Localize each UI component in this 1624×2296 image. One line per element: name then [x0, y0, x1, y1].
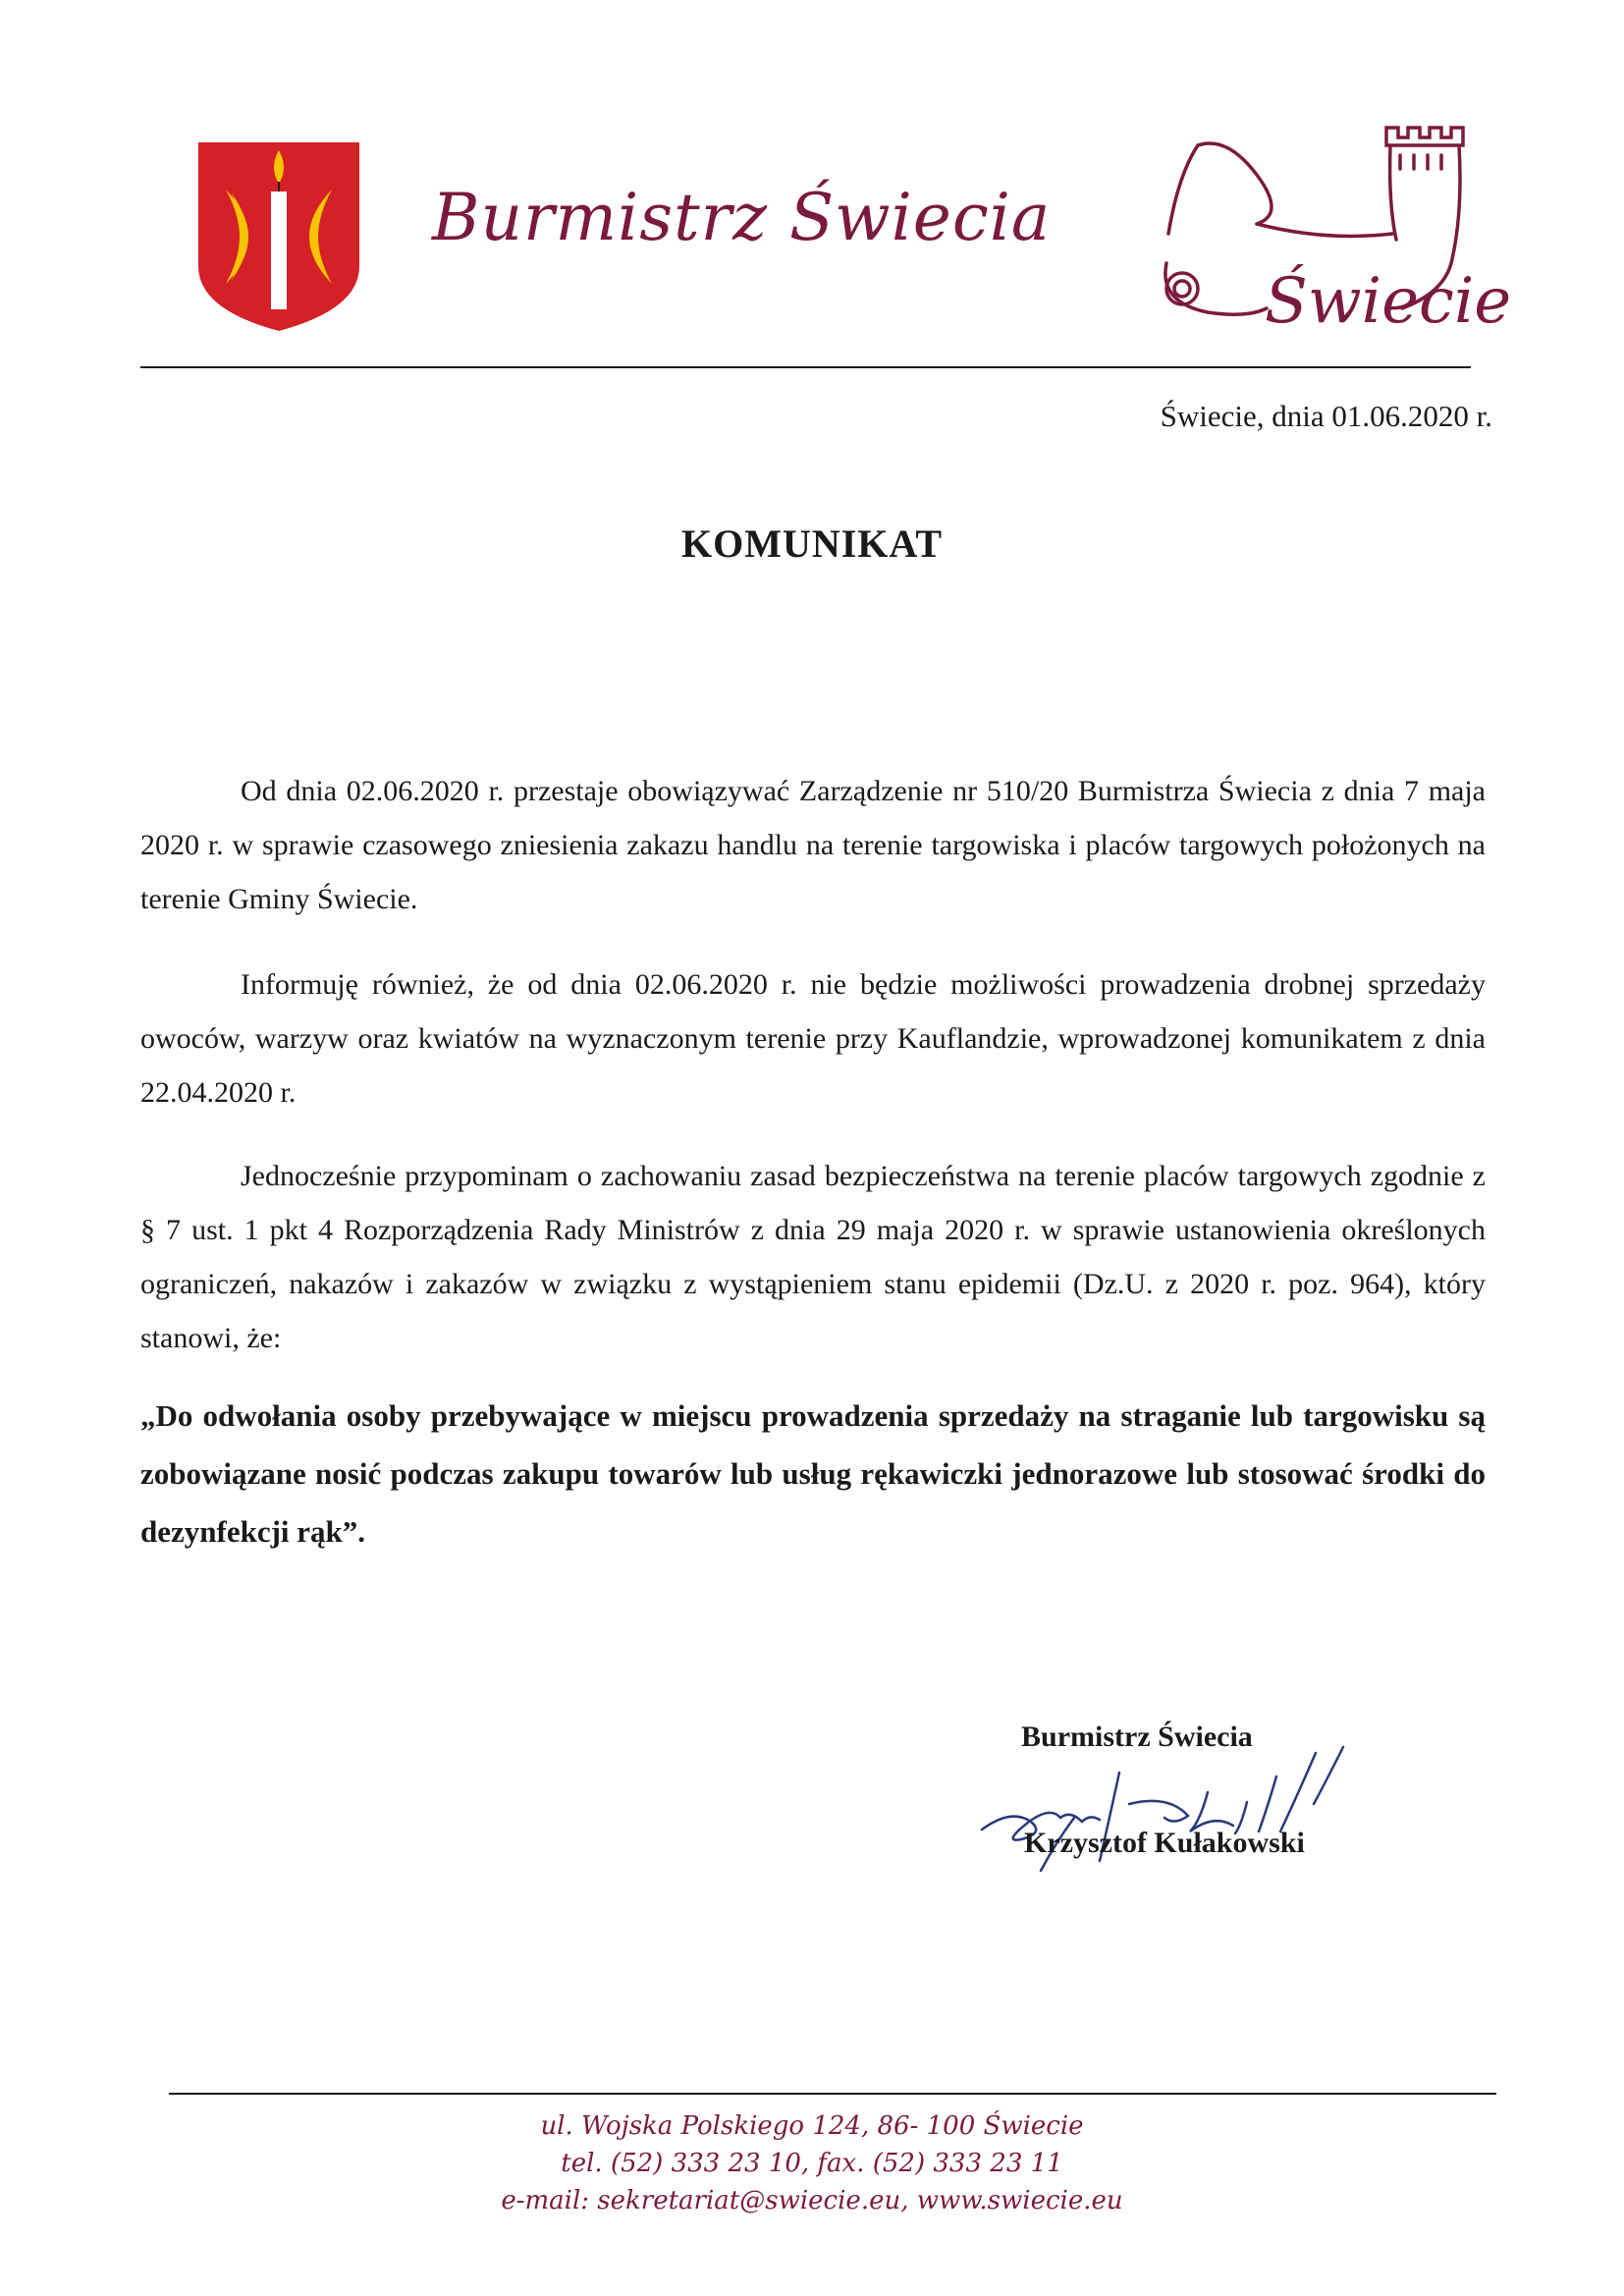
- date-line: Świecie, dnia 01.06.2020 r.: [1160, 399, 1492, 433]
- document-title: KOMUNIKAT: [680, 521, 944, 566]
- city-logo-text: Świecie: [1265, 265, 1512, 338]
- footer-phone: tel. (52) 333 23 10, fax. (52) 333 23 11: [561, 2149, 1063, 2178]
- signature-name: Krzysztof Kułakowski: [1024, 1827, 1305, 1859]
- header-divider: [140, 366, 1471, 368]
- body-paragraph-3: Jednocześnie przypominam o zachowaniu zasad bezpieczeństwa na terenie placów targowych zgodnie z § 7 ust. 1 pkt 4 Rozporządzenia Rady Ministrów z dnia 29 maja 2020 r. w sprawie ustanowienia określonych ograniczeń, nakazów i zakazów w związku z wystąpieniem stanu epidemii (Dz.U. z 2020 r. poz. 964), który stanowi, że:: [140, 1160, 1486, 1354]
- body-paragraph-1: Od dnia 02.06.2020 r. przestaje obowiązywać Zarządzenie nr 510/20 Burmistrza Świecia z dnia 7 maja 2020 r. w sprawie czasowego zniesienia zakazu handlu na terenie targowiska i placów targowych położonych na terenie Gminy Świecie.: [140, 775, 1486, 915]
- footer-divider: [169, 2093, 1496, 2095]
- coat-of-arms-icon: [196, 140, 361, 333]
- footer-contact: e-mail: sekretariat@swiecie.eu, www.swiecie.eu: [501, 2186, 1123, 2215]
- body-paragraph-2: Informuję również, że od dnia 02.06.2020 r. nie będzie możliwości prowadzenia drobnej sprzedaży owoców, warzyw oraz kwiatów na wyznaczonym terenie przy Kauflandzie, wprowadzonej komunikatem z dnia 22.04.2020 r.: [140, 968, 1486, 1109]
- regulation-quote: „Do odwołania osoby przebywające w miejscu prowadzenia sprzedaży na straganie lub targowisku są zobowiązane nosić podczas zakupu towarów lub usług rękawiczki jednorazowe lub stosować środki do dezynfekcji rąk”.: [140, 1398, 1486, 1549]
- signature-role: Burmistrz Świecia: [1021, 1721, 1253, 1753]
- letterhead-title: Burmistrz Świecia: [432, 180, 1052, 255]
- footer-address: ul. Wojska Polskiego 124, 86- 100 Świecie: [540, 2111, 1084, 2141]
- swiecie-city-logo-icon: [1139, 116, 1512, 342]
